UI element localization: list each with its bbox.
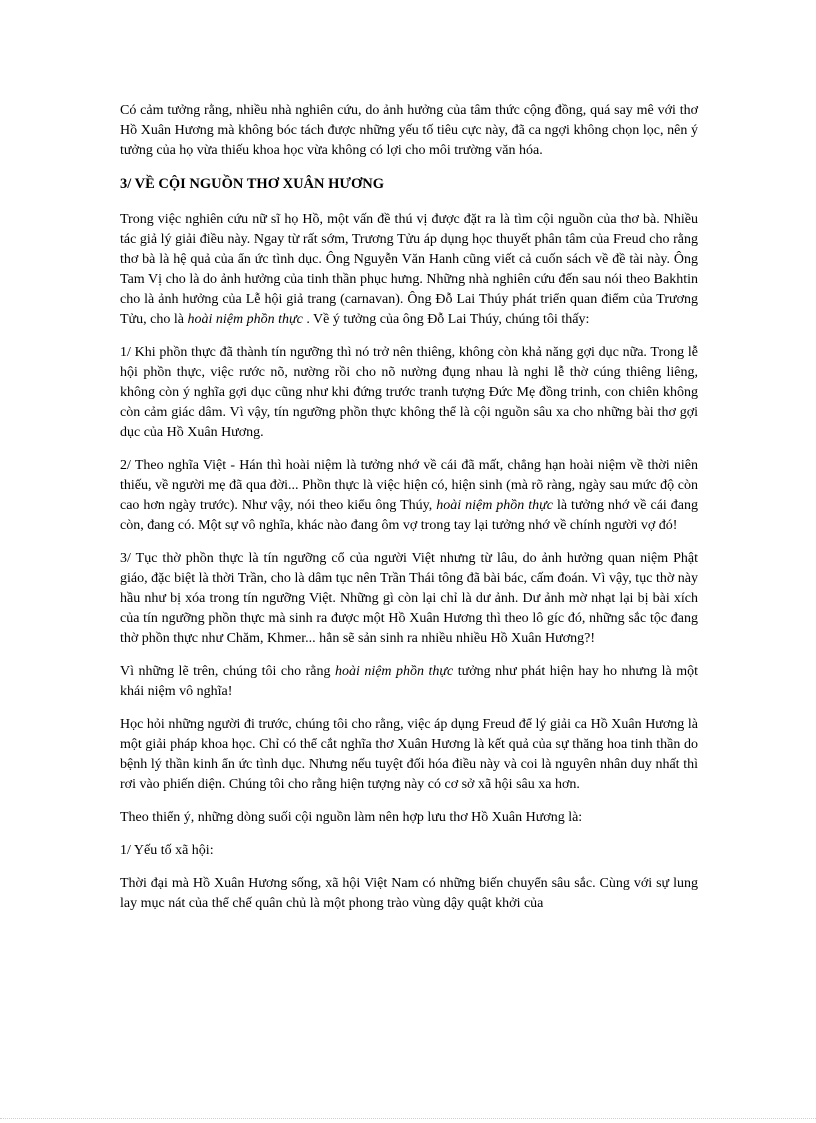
paragraph-origins-tail: . Về ý tưởng của ông Đỗ Lai Thúy, chúng tôi thấy: [302, 312, 590, 327]
page-bottom-border [0, 1118, 816, 1119]
italic-term: hoài niệm phồn thực [334, 664, 454, 679]
point-2-tail: là tưởng nhớ về cái đang còn, đang có. Một sự vô nghĩa, khác nào đang ôm vợ trong tay lại tưởng nhớ về chính người vợ đó! [120, 498, 699, 533]
paragraph-origins [120, 210, 698, 330]
point-1-paragraph: 1/ Khi phồn thực đã thành tín ngưỡng thì nó trở nên thiêng, không còn khả năng gợi dục nữa. Trong lễ hội phồn thực, việc rước nõ, nường rồi cho nõ nường đụng nhau là nghi lễ thờ cúng thiêng liêng, không còn ý nghĩa gợi dục cũng như khi đứng trước tranh tượng Đức Mẹ đồng trinh, con chiên không còn cảm giác dâm. Vì vậy, tín ngưỡng phồn thực không thể là cội nguồn sâu xa cho những bài thơ gợi dục của Hồ Xuân Hương. [120, 345, 698, 440]
conclusion-text: Vì những lẽ trên, chúng tôi cho rằng [120, 664, 335, 679]
subheading-social-factor: 1/ Yếu tố xã hội: [120, 843, 214, 858]
paragraph-origins-text: Trong việc nghiên cứu nữ sĩ họ Hồ, một vấn đề thú vị được đặt ra là tìm cội nguồn của thơ bà. Nhiều tác giả lý giải điều này. Ngay từ rất sớm, Trương Tửu áp dụng học thuyết phân tâm của Freud cho rằng thơ bà là hệ quả của ẩn ức tình dục. Ông Nguyễn Văn Hanh cũng viết cả cuốn sách về đề tài này. Ông Tam Vị cho là do ảnh hưởng của tinh thần phục hưng. Những nhà nghiên cứu đến sau nói theo Bakhtin cho là ảnh hưởng của Lễ hội giả trang (carnavan). Ông Đỗ Lai Thúy phát triển quan điểm của Trương Tửu, cho là [120, 212, 698, 327]
conclusion-paragraph [120, 662, 698, 702]
point-2-text: 2/ Theo nghĩa Việt - Hán thì hoài niệm là tưởng nhớ về cái đã mất, chẳng hạn hoài niệm về thời niên thiếu, về người mẹ đã qua đời... Phồn thực là việc hiện có, hiện sinh (mà rõ ràng, ngày sau mức độ còn cao hơn ngày trước). Như vậy, nói theo kiểu ông Thúy, [120, 458, 698, 513]
point-2-paragraph [120, 456, 698, 536]
sources-intro-paragraph: Theo thiển ý, những dòng suối cội nguồn làm nên hợp lưu thơ Hồ Xuân Hương là: [120, 810, 583, 825]
intro-paragraph: Có cảm tưởng rằng, nhiều nhà nghiên cứu, do ảnh hưởng của tâm thức cộng đồng, quá say mê với thơ Hồ Xuân Hương mà không bóc tách được những yếu tố tiêu cực này, đã ca ngợi không chọn lọc, nên ý tưởng của họ vừa thiếu khoa học vừa không có lợi cho môi trường văn hóa. [120, 103, 698, 158]
social-paragraph: Thời đại mà Hồ Xuân Hương sống, xã hội Việt Nam có những biến chuyển sâu sắc. Cùng với sự lung lay mục nát của thể chế quân chủ là một phong trào vùng dậy quật khởi của [120, 876, 698, 911]
italic-term: hoài niệm phồn thực [187, 312, 303, 327]
section-heading: 3/ VỀ CỘI NGUỒN THƠ XUÂN HƯƠNG [120, 176, 384, 192]
point-3-paragraph: 3/ Tục thờ phồn thực là tín ngưỡng cổ của người Việt nhưng từ lâu, do ảnh hưởng quan niệm Phật giáo, đặc biệt là thời Trần, cho là dâm tục nên Trần Thái tông đã bài bác, cấm đoán. Vì vậy, tục thờ này hầu như bị xóa trong tín ngưỡng Việt. Những gì còn lại chỉ là dư ảnh. Dư ảnh mờ nhạt lại bị bài xích của tín ngưỡng phồn thực mà sinh ra được một Hồ Xuân Hương thì theo lô gíc đó, những sắc tộc đang thờ phồn thực như Chăm, Khmer... hẳn sẽ sản sinh ra nhiều nhiều Hồ Xuân Hương?! [120, 551, 698, 646]
italic-term: hoài niệm phồn thực [436, 498, 553, 513]
conclusion-tail: tưởng như phát hiện hay ho nhưng là một khái niệm vô nghĩa! [120, 664, 698, 699]
freud-paragraph: Học hỏi những người đi trước, chúng tôi cho rằng, việc áp dụng Freud để lý giải ca Hồ Xuân Hương là một giải pháp khoa học. Chỉ có thể cắt nghĩa thơ Xuân Hương là kết quả của sự thăng hoa tinh thần do bệnh lý thần kinh ẩn ức tình dục. Nhưng nếu tuyệt đối hóa điều này và coi là nguyên nhân duy nhất thì rơi vào phiến diện. Chúng tôi cho rằng hiện tượng này có cơ sở xã hội sâu xa hơn. [120, 717, 698, 792]
document-body [120, 101, 698, 927]
